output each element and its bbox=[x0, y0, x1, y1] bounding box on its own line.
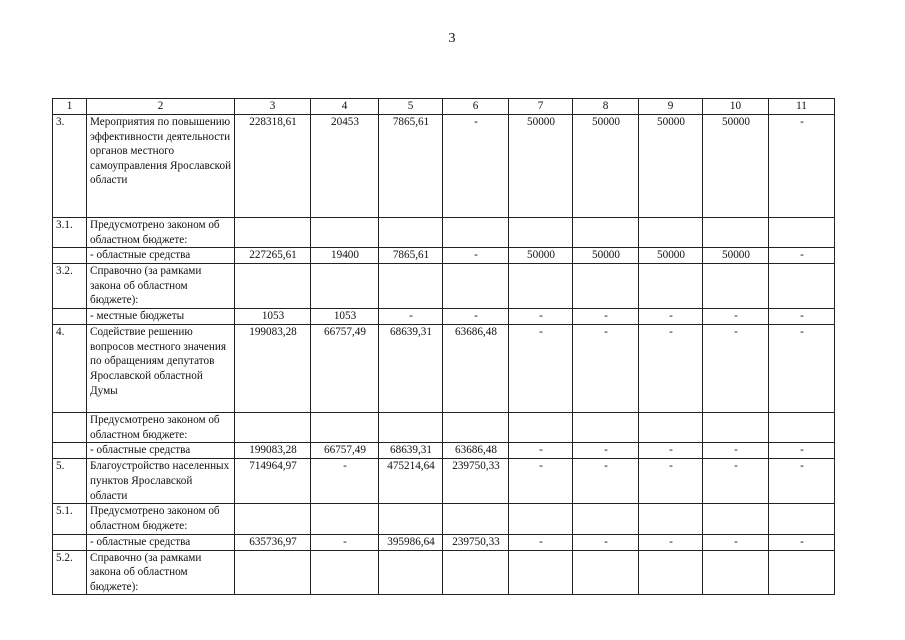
amount-cell bbox=[573, 550, 639, 595]
amount-cell bbox=[235, 264, 311, 309]
row-number-cell bbox=[53, 309, 87, 325]
activity-cell: Предусмотрено законом об областном бюджете: bbox=[87, 504, 235, 534]
amount-cell: - bbox=[509, 534, 573, 550]
amount-cell: 63686,48 bbox=[443, 443, 509, 459]
amount-cell: 7865,61 bbox=[379, 248, 443, 264]
amount-cell bbox=[311, 264, 379, 309]
amount-cell: - bbox=[703, 534, 769, 550]
amount-cell: - bbox=[509, 459, 573, 504]
amount-cell bbox=[639, 264, 703, 309]
amount-cell: - bbox=[703, 309, 769, 325]
table-row bbox=[53, 309, 835, 325]
row-number-cell: 5.1. bbox=[53, 504, 87, 534]
amount-cell: 714964,97 bbox=[235, 459, 311, 504]
table-row bbox=[53, 459, 835, 504]
amount-cell bbox=[235, 550, 311, 595]
amount-cell: 63686,48 bbox=[443, 325, 509, 413]
amount-cell: 227265,61 bbox=[235, 248, 311, 264]
amount-cell bbox=[703, 218, 769, 248]
amount-cell: 475214,64 bbox=[379, 459, 443, 504]
amount-cell: - bbox=[443, 309, 509, 325]
column-header: 1 bbox=[53, 99, 87, 115]
amount-cell bbox=[379, 504, 443, 534]
amount-cell bbox=[235, 504, 311, 534]
amount-cell bbox=[769, 550, 835, 595]
amount-cell: 199083,28 bbox=[235, 325, 311, 413]
amount-cell: - bbox=[639, 325, 703, 413]
row-number-cell: 4. bbox=[53, 325, 87, 413]
amount-cell: - bbox=[573, 534, 639, 550]
amount-cell: 50000 bbox=[703, 115, 769, 218]
amount-cell: - bbox=[769, 534, 835, 550]
amount-cell: 50000 bbox=[639, 115, 703, 218]
amount-cell bbox=[769, 264, 835, 309]
amount-cell: - bbox=[311, 534, 379, 550]
page-number: 3 bbox=[448, 31, 456, 46]
amount-cell bbox=[311, 550, 379, 595]
amount-cell bbox=[509, 504, 573, 534]
amount-cell: 1053 bbox=[235, 309, 311, 325]
amount-cell: - bbox=[639, 443, 703, 459]
column-header: 5 bbox=[379, 99, 443, 115]
amount-cell bbox=[703, 413, 769, 443]
amount-cell: - bbox=[703, 443, 769, 459]
column-header: 6 bbox=[443, 99, 509, 115]
amount-cell bbox=[443, 218, 509, 248]
row-number-cell: 3.2. bbox=[53, 264, 87, 309]
table-header-row bbox=[53, 99, 835, 115]
budget-table bbox=[52, 98, 835, 595]
amount-cell: 50000 bbox=[573, 115, 639, 218]
amount-cell bbox=[703, 264, 769, 309]
amount-cell: - bbox=[769, 115, 835, 218]
amount-cell: 66757,49 bbox=[311, 325, 379, 413]
activity-cell: - областные средства bbox=[87, 443, 235, 459]
amount-cell: 50000 bbox=[509, 248, 573, 264]
amount-cell: - bbox=[573, 443, 639, 459]
activity-cell: Справочно (за рамками закона об областном бюджете): bbox=[87, 550, 235, 595]
activity-cell: Благоустройство населенных пунктов Ярославской области bbox=[87, 459, 235, 504]
amount-cell bbox=[443, 504, 509, 534]
row-number-cell bbox=[53, 248, 87, 264]
column-header: 11 bbox=[769, 99, 835, 115]
row-number-cell bbox=[53, 413, 87, 443]
amount-cell: - bbox=[573, 325, 639, 413]
activity-cell: - местные бюджеты bbox=[87, 309, 235, 325]
table-row bbox=[53, 413, 835, 443]
amount-cell: - bbox=[443, 248, 509, 264]
amount-cell: 228318,61 bbox=[235, 115, 311, 218]
amount-cell: 20453 bbox=[311, 115, 379, 218]
amount-cell bbox=[639, 504, 703, 534]
amount-cell: - bbox=[573, 459, 639, 504]
amount-cell bbox=[573, 264, 639, 309]
column-header: 4 bbox=[311, 99, 379, 115]
amount-cell bbox=[509, 413, 573, 443]
column-header: 7 bbox=[509, 99, 573, 115]
amount-cell bbox=[311, 413, 379, 443]
amount-cell: 1053 bbox=[311, 309, 379, 325]
amount-cell: - bbox=[509, 325, 573, 413]
amount-cell: 50000 bbox=[703, 248, 769, 264]
table-row bbox=[53, 248, 835, 264]
amount-cell bbox=[443, 550, 509, 595]
amount-cell bbox=[443, 264, 509, 309]
table-row bbox=[53, 325, 835, 413]
activity-cell: - областные средства bbox=[87, 534, 235, 550]
amount-cell: 66757,49 bbox=[311, 443, 379, 459]
amount-cell bbox=[379, 218, 443, 248]
amount-cell bbox=[379, 264, 443, 309]
amount-cell: - bbox=[769, 309, 835, 325]
amount-cell bbox=[509, 264, 573, 309]
activity-cell: Предусмотрено законом об областном бюджете: bbox=[87, 218, 235, 248]
amount-cell: - bbox=[769, 443, 835, 459]
row-number-cell bbox=[53, 534, 87, 550]
column-header: 8 bbox=[573, 99, 639, 115]
amount-cell bbox=[311, 504, 379, 534]
amount-cell bbox=[573, 413, 639, 443]
column-header: 3 bbox=[235, 99, 311, 115]
amount-cell: - bbox=[639, 459, 703, 504]
amount-cell bbox=[639, 550, 703, 595]
amount-cell bbox=[769, 218, 835, 248]
activity-cell: - областные средства bbox=[87, 248, 235, 264]
amount-cell bbox=[769, 504, 835, 534]
amount-cell: - bbox=[443, 115, 509, 218]
activity-cell: Справочно (за рамками закона об областном бюджете): bbox=[87, 264, 235, 309]
table-row bbox=[53, 115, 835, 218]
amount-cell bbox=[235, 218, 311, 248]
amount-cell bbox=[769, 413, 835, 443]
amount-cell bbox=[379, 413, 443, 443]
amount-cell bbox=[639, 413, 703, 443]
amount-cell: - bbox=[769, 459, 835, 504]
amount-cell: 50000 bbox=[509, 115, 573, 218]
amount-cell: - bbox=[703, 325, 769, 413]
amount-cell: 239750,33 bbox=[443, 534, 509, 550]
amount-cell: 68639,31 bbox=[379, 325, 443, 413]
amount-cell bbox=[379, 550, 443, 595]
table-row bbox=[53, 504, 835, 534]
amount-cell: - bbox=[639, 534, 703, 550]
amount-cell: - bbox=[509, 443, 573, 459]
amount-cell: - bbox=[769, 325, 835, 413]
amount-cell bbox=[703, 504, 769, 534]
amount-cell bbox=[573, 218, 639, 248]
amount-cell: 199083,28 bbox=[235, 443, 311, 459]
amount-cell: - bbox=[509, 309, 573, 325]
amount-cell: - bbox=[703, 459, 769, 504]
column-header: 9 bbox=[639, 99, 703, 115]
amount-cell bbox=[509, 550, 573, 595]
amount-cell bbox=[703, 550, 769, 595]
activity-cell: Предусмотрено законом об областном бюджете: bbox=[87, 413, 235, 443]
amount-cell: 19400 bbox=[311, 248, 379, 264]
amount-cell bbox=[509, 218, 573, 248]
table-row bbox=[53, 218, 835, 248]
row-number-cell: 3.1. bbox=[53, 218, 87, 248]
amount-cell: - bbox=[379, 309, 443, 325]
amount-cell: - bbox=[311, 459, 379, 504]
row-number-cell: 5.2. bbox=[53, 550, 87, 595]
amount-cell: 50000 bbox=[639, 248, 703, 264]
amount-cell bbox=[573, 504, 639, 534]
column-header: 2 bbox=[87, 99, 235, 115]
activity-cell: Содействие решению вопросов местного значения по обращениям депутатов Ярославской областной Думы bbox=[87, 325, 235, 413]
amount-cell: - bbox=[639, 309, 703, 325]
amount-cell bbox=[639, 218, 703, 248]
table-row bbox=[53, 264, 835, 309]
amount-cell: 7865,61 bbox=[379, 115, 443, 218]
amount-cell: 395986,64 bbox=[379, 534, 443, 550]
amount-cell: 239750,33 bbox=[443, 459, 509, 504]
activity-cell: Мероприятия по повышению эффективности деятельности органов местного самоуправления Ярославской области bbox=[87, 115, 235, 218]
amount-cell bbox=[443, 413, 509, 443]
amount-cell: 68639,31 bbox=[379, 443, 443, 459]
amount-cell: - bbox=[573, 309, 639, 325]
amount-cell: 635736,97 bbox=[235, 534, 311, 550]
row-number-cell bbox=[53, 443, 87, 459]
amount-cell bbox=[311, 218, 379, 248]
amount-cell bbox=[235, 413, 311, 443]
column-header: 10 bbox=[703, 99, 769, 115]
amount-cell: 50000 bbox=[573, 248, 639, 264]
row-number-cell: 5. bbox=[53, 459, 87, 504]
row-number-cell: 3. bbox=[53, 115, 87, 218]
table-row bbox=[53, 534, 835, 550]
table-row bbox=[53, 550, 835, 595]
amount-cell: - bbox=[769, 248, 835, 264]
table-row bbox=[53, 443, 835, 459]
